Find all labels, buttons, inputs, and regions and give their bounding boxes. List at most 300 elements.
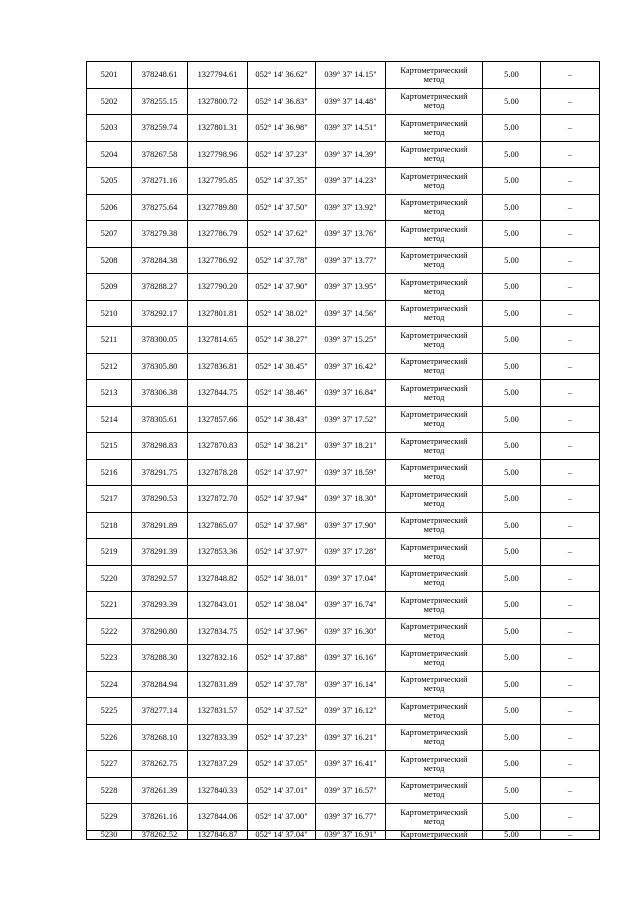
method-label-line2: метод <box>423 578 445 588</box>
latitude-cell: 052° 14' 37.01" <box>248 777 316 804</box>
table-row <box>87 671 600 698</box>
x-coordinate-cell: 378261.39 <box>132 777 188 804</box>
method-label-line2: метод <box>423 790 445 800</box>
x-coordinate-cell: 378298.83 <box>132 433 188 460</box>
point-number-cell: 5214 <box>87 406 132 433</box>
point-number-cell: 5208 <box>87 247 132 274</box>
table-row <box>87 274 600 301</box>
method-label-line2: метод <box>423 366 445 376</box>
longitude-cell: 039° 37' 16.16" <box>316 645 386 672</box>
x-coordinate-cell: 378262.75 <box>132 751 188 778</box>
table-row <box>87 353 600 380</box>
latitude-cell: 052° 14' 36.98" <box>248 115 316 142</box>
longitude-cell: 039° 37' 16.21" <box>316 724 386 751</box>
point-number-cell: 5201 <box>87 62 132 89</box>
y-coordinate-cell: 1327837.29 <box>188 751 248 778</box>
method-cell <box>386 671 483 698</box>
accuracy-cell: 5.00 <box>483 539 541 566</box>
table-row <box>87 698 600 725</box>
accuracy-cell: 5.00 <box>483 592 541 619</box>
note-cell: – <box>541 724 600 751</box>
latitude-cell: 052° 14' 37.98" <box>248 512 316 539</box>
longitude-cell: 039° 37' 18.21" <box>316 433 386 460</box>
latitude-cell: 052° 14' 38.45" <box>248 353 316 380</box>
y-coordinate-cell: 1327831.57 <box>188 698 248 725</box>
longitude-cell: 039° 37' 16.12" <box>316 698 386 725</box>
accuracy-cell: 5.00 <box>483 486 541 513</box>
longitude-cell: 039° 37' 13.77" <box>316 247 386 274</box>
method-label-line1: Картометрический <box>400 92 468 102</box>
y-coordinate-cell: 1327801.31 <box>188 115 248 142</box>
y-coordinate-cell: 1327790.20 <box>188 274 248 301</box>
point-number-cell: 5230 <box>87 830 132 839</box>
accuracy-cell: 5.00 <box>483 380 541 407</box>
accuracy-cell: 5.00 <box>483 724 541 751</box>
method-label-line1: Картометрический <box>400 781 468 791</box>
latitude-cell: 052° 14' 37.94" <box>248 486 316 513</box>
method-label-line1: Картометрический <box>400 277 468 287</box>
y-coordinate-cell: 1327786.79 <box>188 221 248 248</box>
x-coordinate-cell: 378271.16 <box>132 168 188 195</box>
method-cell <box>386 353 483 380</box>
longitude-cell: 039° 37' 14.56" <box>316 300 386 327</box>
table-row <box>87 115 600 142</box>
accuracy-cell: 5.00 <box>483 830 541 839</box>
method-label-line1: Картометрический <box>400 622 468 632</box>
accuracy-cell: 5.00 <box>483 62 541 89</box>
x-coordinate-cell: 378300.05 <box>132 327 188 354</box>
latitude-cell: 052° 14' 38.46" <box>248 380 316 407</box>
latitude-cell: 052° 14' 38.27" <box>248 327 316 354</box>
method-label-line2: метод <box>423 816 445 826</box>
y-coordinate-cell: 1327795.85 <box>188 168 248 195</box>
x-coordinate-cell: 378305.80 <box>132 353 188 380</box>
accuracy-cell: 5.00 <box>483 804 541 831</box>
note-cell: – <box>541 830 600 839</box>
method-label-line1: Картометрический <box>400 569 468 579</box>
y-coordinate-cell: 1327857.66 <box>188 406 248 433</box>
method-label-line2: метод <box>423 233 445 243</box>
method-cell <box>386 221 483 248</box>
point-number-cell: 5206 <box>87 194 132 221</box>
latitude-cell: 052° 14' 38.21" <box>248 433 316 460</box>
longitude-cell: 039° 37' 16.57" <box>316 777 386 804</box>
x-coordinate-cell: 378255.15 <box>132 88 188 115</box>
latitude-cell: 052° 14' 37.96" <box>248 618 316 645</box>
latitude-cell: 052° 14' 38.04" <box>248 592 316 619</box>
method-cell <box>386 777 483 804</box>
method-label-line2: метод <box>423 737 445 747</box>
method-label-line2: метод <box>423 763 445 773</box>
method-cell <box>386 698 483 725</box>
table-row <box>87 645 600 672</box>
method-label-line1: Картометрический <box>400 675 468 685</box>
longitude-cell: 039° 37' 14.48" <box>316 88 386 115</box>
point-number-cell: 5220 <box>87 565 132 592</box>
method-label-line1: Картометрический <box>400 198 468 208</box>
longitude-cell: 039° 37' 18.59" <box>316 459 386 486</box>
point-number-cell: 5211 <box>87 327 132 354</box>
table-body <box>87 62 600 840</box>
method-label-line1: Картометрический <box>400 145 468 155</box>
point-number-cell: 5228 <box>87 777 132 804</box>
method-cell <box>386 327 483 354</box>
accuracy-cell: 5.00 <box>483 115 541 142</box>
accuracy-cell: 5.00 <box>483 512 541 539</box>
note-cell: – <box>541 671 600 698</box>
y-coordinate-cell: 1327870.83 <box>188 433 248 460</box>
coordinates-table <box>86 61 600 840</box>
method-cell <box>386 486 483 513</box>
y-coordinate-cell: 1327801.81 <box>188 300 248 327</box>
note-cell: – <box>541 565 600 592</box>
latitude-cell: 052° 14' 37.97" <box>248 459 316 486</box>
point-number-cell: 5212 <box>87 353 132 380</box>
y-coordinate-cell: 1327836.81 <box>188 353 248 380</box>
y-coordinate-cell: 1327798.96 <box>188 141 248 168</box>
accuracy-cell: 5.00 <box>483 221 541 248</box>
method-label-line1: Картометрический <box>400 383 468 393</box>
latitude-cell: 052° 14' 37.50" <box>248 194 316 221</box>
note-cell: – <box>541 327 600 354</box>
latitude-cell: 052° 14' 37.62" <box>248 221 316 248</box>
table-row <box>87 512 600 539</box>
accuracy-cell: 5.00 <box>483 671 541 698</box>
method-label-line1: Картометрический <box>400 648 468 658</box>
point-number-cell: 5224 <box>87 671 132 698</box>
method-cell <box>386 406 483 433</box>
point-number-cell: 5204 <box>87 141 132 168</box>
point-number-cell: 5219 <box>87 539 132 566</box>
y-coordinate-cell: 1327831.89 <box>188 671 248 698</box>
y-coordinate-cell: 1327848.82 <box>188 565 248 592</box>
method-label-line1: Картометрический <box>400 516 468 526</box>
note-cell: – <box>541 592 600 619</box>
latitude-cell: 052° 14' 37.78" <box>248 247 316 274</box>
y-coordinate-cell: 1327832.16 <box>188 645 248 672</box>
method-cell <box>386 247 483 274</box>
note-cell: – <box>541 433 600 460</box>
method-cell <box>386 830 483 839</box>
accuracy-cell: 5.00 <box>483 300 541 327</box>
method-cell <box>386 724 483 751</box>
method-label-line2: метод <box>423 207 445 217</box>
table-row <box>87 380 600 407</box>
longitude-cell: 039° 37' 14.23" <box>316 168 386 195</box>
latitude-cell: 052° 14' 37.88" <box>248 645 316 672</box>
method-label-line1: Картометрический <box>400 436 468 446</box>
method-label-line1: Картометрический <box>400 807 468 817</box>
point-number-cell: 5221 <box>87 592 132 619</box>
method-label-line1: Картометрический <box>400 171 468 181</box>
point-number-cell: 5227 <box>87 751 132 778</box>
note-cell: – <box>541 194 600 221</box>
longitude-cell: 039° 37' 13.76" <box>316 221 386 248</box>
longitude-cell: 039° 37' 14.39" <box>316 141 386 168</box>
note-cell: – <box>541 539 600 566</box>
method-label-line1: Картометрический <box>400 357 468 367</box>
method-cell <box>386 115 483 142</box>
method-label-line1: Картометрический <box>400 304 468 314</box>
method-label-line2: метод <box>423 498 445 508</box>
method-label-line1: Картометрический <box>400 728 468 738</box>
method-label-line2: метод <box>423 657 445 667</box>
point-number-cell: 5203 <box>87 115 132 142</box>
method-label-line2: метод <box>423 313 445 323</box>
longitude-cell: 039° 37' 14.15" <box>316 62 386 89</box>
note-cell: – <box>541 698 600 725</box>
accuracy-cell: 5.00 <box>483 168 541 195</box>
x-coordinate-cell: 378275.64 <box>132 194 188 221</box>
y-coordinate-cell: 1327878.28 <box>188 459 248 486</box>
table-row <box>87 486 600 513</box>
accuracy-cell: 5.00 <box>483 433 541 460</box>
note-cell: – <box>541 88 600 115</box>
method-label-line2: метод <box>423 604 445 614</box>
note-cell: – <box>541 300 600 327</box>
x-coordinate-cell: 378284.94 <box>132 671 188 698</box>
method-label-line1: Картометрический <box>400 754 468 764</box>
method-cell <box>386 512 483 539</box>
longitude-cell: 039° 37' 16.74" <box>316 592 386 619</box>
longitude-cell: 039° 37' 18.30" <box>316 486 386 513</box>
table-row <box>87 433 600 460</box>
table-row <box>87 539 600 566</box>
longitude-cell: 039° 37' 16.14" <box>316 671 386 698</box>
method-cell <box>386 141 483 168</box>
table-row <box>87 592 600 619</box>
note-cell: – <box>541 380 600 407</box>
y-coordinate-cell: 1327800.72 <box>188 88 248 115</box>
x-coordinate-cell: 378259.74 <box>132 115 188 142</box>
y-coordinate-cell: 1327840.33 <box>188 777 248 804</box>
note-cell: – <box>541 777 600 804</box>
longitude-cell: 039° 37' 17.04" <box>316 565 386 592</box>
latitude-cell: 052° 14' 37.52" <box>248 698 316 725</box>
method-cell <box>386 804 483 831</box>
table-row <box>87 62 600 89</box>
note-cell: – <box>541 141 600 168</box>
table-row <box>87 724 600 751</box>
point-number-cell: 5223 <box>87 645 132 672</box>
point-number-cell: 5229 <box>87 804 132 831</box>
latitude-cell: 052° 14' 37.35" <box>248 168 316 195</box>
x-coordinate-cell: 378291.39 <box>132 539 188 566</box>
y-coordinate-cell: 1327846.87 <box>188 830 248 839</box>
method-cell <box>386 168 483 195</box>
method-label-line1: Картометрический <box>400 595 468 605</box>
note-cell: – <box>541 645 600 672</box>
latitude-cell: 052° 14' 38.02" <box>248 300 316 327</box>
table-row <box>87 88 600 115</box>
method-label-line1: Картометрический <box>400 330 468 340</box>
point-number-cell: 5218 <box>87 512 132 539</box>
latitude-cell: 052° 14' 37.97" <box>248 539 316 566</box>
y-coordinate-cell: 1327872.70 <box>188 486 248 513</box>
method-label-line2: метод <box>423 154 445 164</box>
table-row <box>87 565 600 592</box>
method-label-line2: метод <box>423 472 445 482</box>
longitude-cell: 039° 37' 17.52" <box>316 406 386 433</box>
table-row <box>87 459 600 486</box>
accuracy-cell: 5.00 <box>483 194 541 221</box>
method-cell <box>386 459 483 486</box>
latitude-cell: 052° 14' 38.01" <box>248 565 316 592</box>
table-row <box>87 168 600 195</box>
latitude-cell: 052° 14' 37.78" <box>248 671 316 698</box>
accuracy-cell: 5.00 <box>483 406 541 433</box>
x-coordinate-cell: 378291.75 <box>132 459 188 486</box>
longitude-cell: 039° 37' 16.91" <box>316 830 386 839</box>
method-label-line2: метод <box>423 127 445 137</box>
note-cell: – <box>541 62 600 89</box>
table-row <box>87 830 600 839</box>
longitude-cell: 039° 37' 16.42" <box>316 353 386 380</box>
accuracy-cell: 5.00 <box>483 247 541 274</box>
x-coordinate-cell: 378292.17 <box>132 300 188 327</box>
accuracy-cell: 5.00 <box>483 777 541 804</box>
method-label-line1: Картометрический <box>400 542 468 552</box>
point-number-cell: 5215 <box>87 433 132 460</box>
note-cell: – <box>541 274 600 301</box>
method-label-line2: метод <box>423 101 445 111</box>
point-number-cell: 5210 <box>87 300 132 327</box>
method-label-line2: метод <box>423 339 445 349</box>
note-cell: – <box>541 512 600 539</box>
method-label-line1: Картометрический <box>400 251 468 261</box>
method-label-line2: метод <box>423 684 445 694</box>
note-cell: – <box>541 168 600 195</box>
method-cell <box>386 62 483 89</box>
note-cell: – <box>541 115 600 142</box>
method-label-line1: Картометрический <box>400 489 468 499</box>
point-number-cell: 5209 <box>87 274 132 301</box>
longitude-cell: 039° 37' 16.77" <box>316 804 386 831</box>
latitude-cell: 052° 14' 37.05" <box>248 751 316 778</box>
point-number-cell: 5222 <box>87 618 132 645</box>
method-cell <box>386 565 483 592</box>
x-coordinate-cell: 378290.80 <box>132 618 188 645</box>
note-cell: – <box>541 486 600 513</box>
note-cell: – <box>541 247 600 274</box>
method-label-line1: Картометрический <box>400 410 468 420</box>
x-coordinate-cell: 378290.53 <box>132 486 188 513</box>
method-label-line2: метод <box>423 180 445 190</box>
method-label-line2: метод <box>423 710 445 720</box>
accuracy-cell: 5.00 <box>483 88 541 115</box>
longitude-cell: 039° 37' 17.28" <box>316 539 386 566</box>
table-row <box>87 141 600 168</box>
method-label-line1: Картометрический <box>400 118 468 128</box>
y-coordinate-cell: 1327853.36 <box>188 539 248 566</box>
accuracy-cell: 5.00 <box>483 618 541 645</box>
y-coordinate-cell: 1327844.06 <box>188 804 248 831</box>
table-row <box>87 327 600 354</box>
note-cell: – <box>541 804 600 831</box>
y-coordinate-cell: 1327834.75 <box>188 618 248 645</box>
method-label-line1: Картометрический <box>400 463 468 473</box>
note-cell: – <box>541 751 600 778</box>
x-coordinate-cell: 378279.38 <box>132 221 188 248</box>
accuracy-cell: 5.00 <box>483 565 541 592</box>
method-cell <box>386 300 483 327</box>
table-row <box>87 777 600 804</box>
latitude-cell: 052° 14' 36.83" <box>248 88 316 115</box>
accuracy-cell: 5.00 <box>483 698 541 725</box>
x-coordinate-cell: 378261.16 <box>132 804 188 831</box>
longitude-cell: 039° 37' 16.41" <box>316 751 386 778</box>
longitude-cell: 039° 37' 15.25" <box>316 327 386 354</box>
y-coordinate-cell: 1327844.75 <box>188 380 248 407</box>
table-row <box>87 300 600 327</box>
table-row <box>87 194 600 221</box>
y-coordinate-cell: 1327794.61 <box>188 62 248 89</box>
method-label-line2: метод <box>423 286 445 296</box>
longitude-cell: 039° 37' 16.30" <box>316 618 386 645</box>
x-coordinate-cell: 378292.57 <box>132 565 188 592</box>
x-coordinate-cell: 378288.27 <box>132 274 188 301</box>
point-number-cell: 5207 <box>87 221 132 248</box>
x-coordinate-cell: 378293.39 <box>132 592 188 619</box>
longitude-cell: 039° 37' 13.92" <box>316 194 386 221</box>
method-cell <box>386 88 483 115</box>
note-cell: – <box>541 618 600 645</box>
method-cell <box>386 274 483 301</box>
note-cell: – <box>541 406 600 433</box>
method-label-line2: метод <box>423 74 445 84</box>
method-label-line2: метод <box>423 525 445 535</box>
point-number-cell: 5213 <box>87 380 132 407</box>
x-coordinate-cell: 378288.30 <box>132 645 188 672</box>
x-coordinate-cell: 378305.61 <box>132 406 188 433</box>
method-label-line1: Картометрический <box>400 701 468 711</box>
method-cell <box>386 539 483 566</box>
y-coordinate-cell: 1327843.01 <box>188 592 248 619</box>
table-row <box>87 804 600 831</box>
accuracy-cell: 5.00 <box>483 751 541 778</box>
method-cell <box>386 433 483 460</box>
x-coordinate-cell: 378248.61 <box>132 62 188 89</box>
method-cell <box>386 380 483 407</box>
note-cell: – <box>541 353 600 380</box>
point-number-cell: 5205 <box>87 168 132 195</box>
accuracy-cell: 5.00 <box>483 459 541 486</box>
method-label-line1: Картометрический <box>400 65 468 75</box>
coordinates-table-page <box>86 61 599 840</box>
note-cell: – <box>541 221 600 248</box>
method-label-line2: метод <box>423 392 445 402</box>
method-cell <box>386 645 483 672</box>
latitude-cell: 052° 14' 37.04" <box>248 830 316 839</box>
method-cell <box>386 751 483 778</box>
x-coordinate-cell: 378267.58 <box>132 141 188 168</box>
point-number-cell: 5225 <box>87 698 132 725</box>
x-coordinate-cell: 378306.38 <box>132 380 188 407</box>
accuracy-cell: 5.00 <box>483 645 541 672</box>
y-coordinate-cell: 1327789.80 <box>188 194 248 221</box>
method-label-line1: Картометрический <box>400 224 468 234</box>
table-row <box>87 406 600 433</box>
table-row <box>87 751 600 778</box>
point-number-cell: 5216 <box>87 459 132 486</box>
latitude-cell: 052° 14' 36.62" <box>248 62 316 89</box>
longitude-cell: 039° 37' 17.90" <box>316 512 386 539</box>
accuracy-cell: 5.00 <box>483 327 541 354</box>
point-number-cell: 5202 <box>87 88 132 115</box>
y-coordinate-cell: 1327865.07 <box>188 512 248 539</box>
table-row <box>87 247 600 274</box>
accuracy-cell: 5.00 <box>483 353 541 380</box>
